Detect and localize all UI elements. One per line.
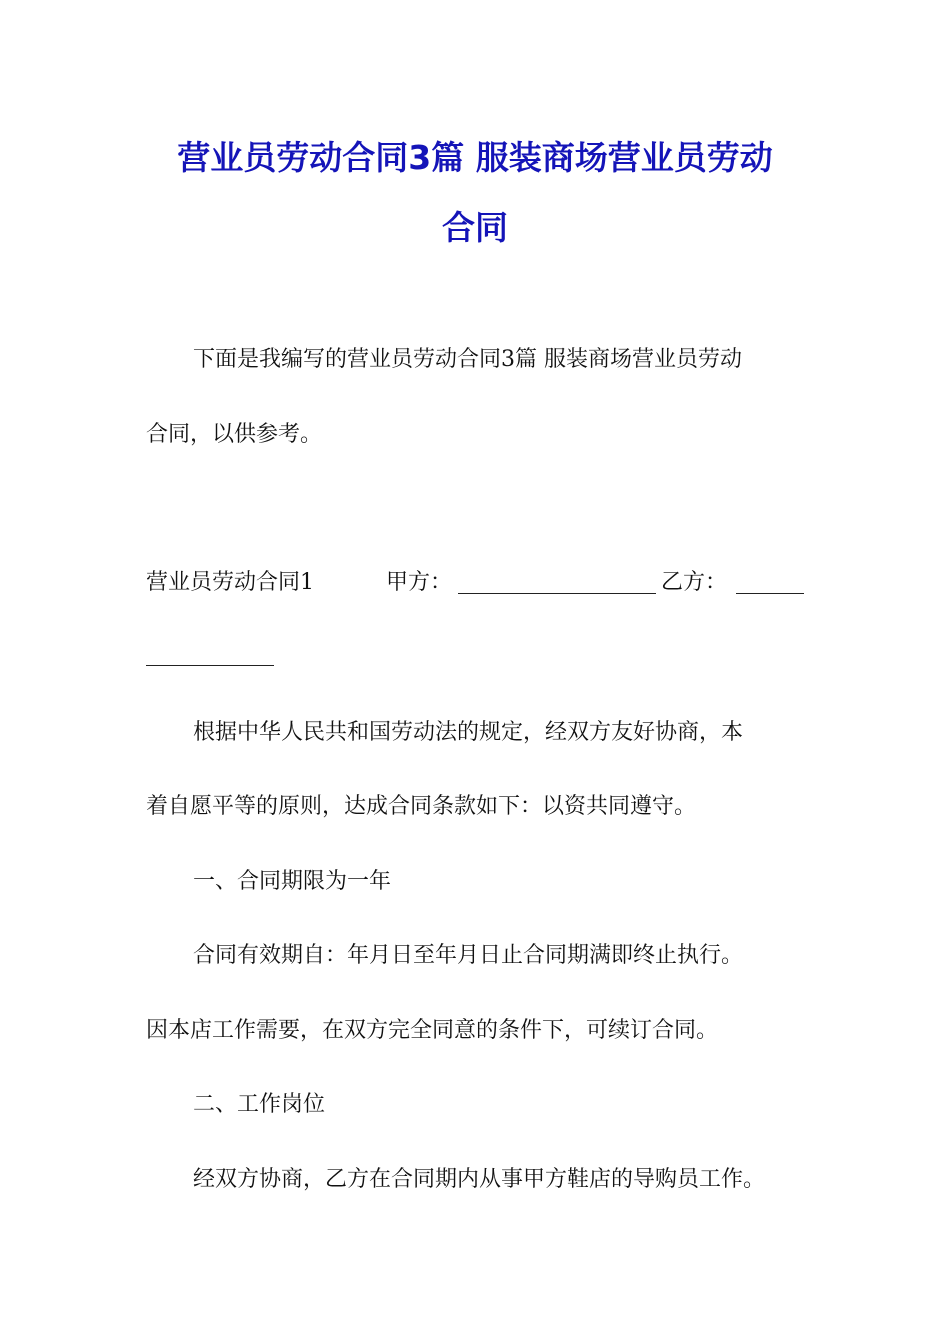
- paragraph-1-line-2: 着自愿平等的原则，达成合同条款如下：以资共同遵守。: [146, 794, 697, 819]
- party-b-blank-continued: [146, 665, 274, 666]
- party-a-blank: [458, 593, 656, 594]
- section-1-line-1: 合同有效期自：年月日至年月日止合同期满即终止执行。: [193, 943, 744, 968]
- intro-line-2: 合同，以供参考。: [146, 422, 323, 447]
- contract-heading: 营业员劳动合同1: [146, 570, 314, 595]
- intro-line-1: 下面是我编写的营业员劳动合同3篇 服装商场营业员劳动: [193, 347, 742, 372]
- party-a-label: 甲方：: [386, 570, 453, 595]
- section-2-line-1: 经双方协商，乙方在合同期内从事甲方鞋店的导购员工作。: [193, 1167, 766, 1192]
- paragraph-1-line-1: 根据中华人民共和国劳动法的规定，经双方友好协商，本: [193, 720, 744, 745]
- section-1-line-2: 因本店工作需要，在双方完全同意的条件下，可续订合同。: [146, 1018, 719, 1043]
- document-title-line-2: 合同: [442, 208, 508, 247]
- document-title-line-1: 营业员劳动合同3篇 服装商场营业员劳动: [177, 138, 773, 177]
- party-b-blank: [736, 593, 804, 594]
- section-1-heading: 一、合同期限为一年: [193, 869, 392, 894]
- party-b-label: 乙方：: [661, 570, 728, 595]
- section-2-heading: 二、工作岗位: [193, 1092, 326, 1117]
